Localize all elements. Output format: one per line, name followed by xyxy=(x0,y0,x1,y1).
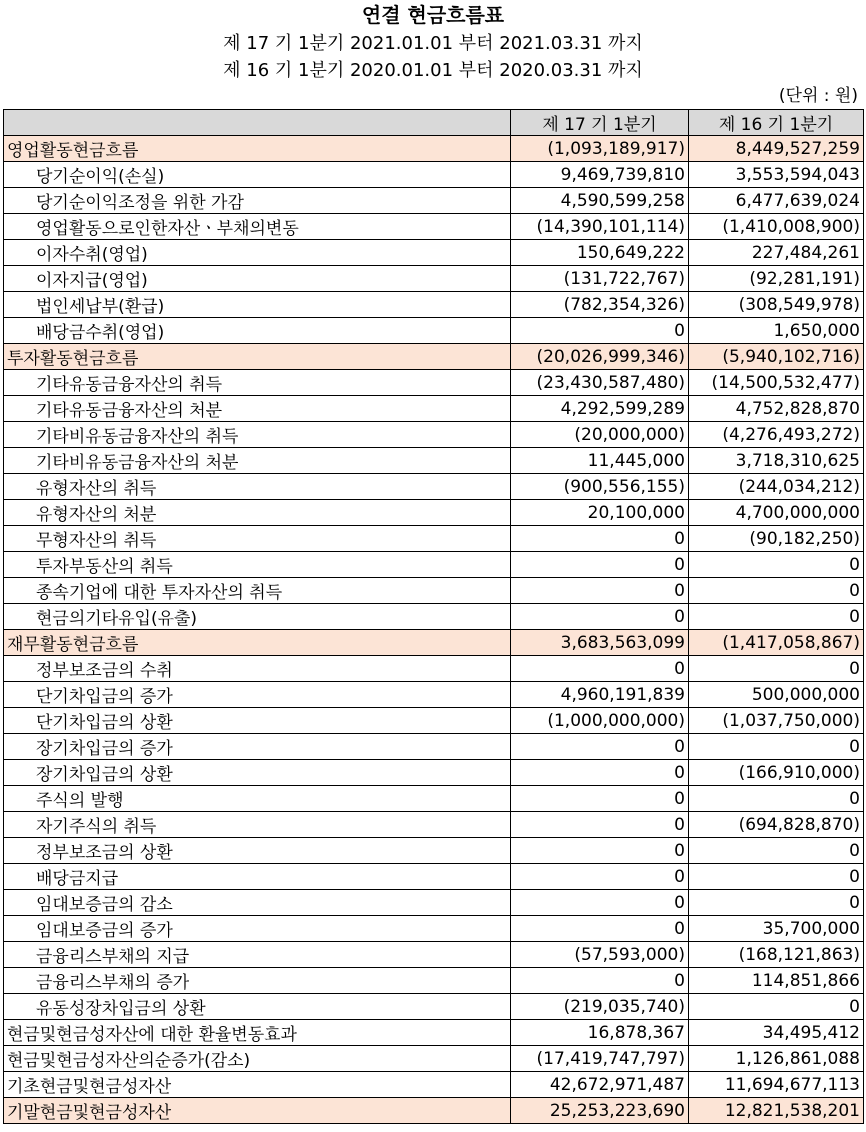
account-label: 기타비유동금융자산의 취득 xyxy=(4,422,511,448)
current-period-value: 20,100,000 xyxy=(511,500,689,526)
table-row xyxy=(4,188,864,214)
current-period-value: (131,722,767) xyxy=(511,266,689,292)
header-account xyxy=(4,110,511,136)
table-row xyxy=(4,214,864,240)
current-period-value: 11,445,000 xyxy=(511,448,689,474)
account-label: 당기순이익(손실) xyxy=(4,162,511,188)
current-period-value: 0 xyxy=(511,318,689,344)
current-period-value: 0 xyxy=(511,786,689,812)
prior-period-value: (1,410,008,900) xyxy=(689,214,864,240)
prior-period-value: 0 xyxy=(689,578,864,604)
table-body xyxy=(4,136,864,1124)
period-prior: 제 16 기 1분기 2020.01.01 부터 2020.03.31 까지 xyxy=(223,60,643,81)
period-current: 제 17 기 1분기 2021.01.01 부터 2021.03.31 까지 xyxy=(223,33,643,54)
prior-period-value: (694,828,870) xyxy=(689,812,864,838)
prior-period-value: 0 xyxy=(689,890,864,916)
table-row xyxy=(4,760,864,786)
current-period-value: 0 xyxy=(511,890,689,916)
account-label: 기타비유동금융자산의 처분 xyxy=(4,448,511,474)
table-row xyxy=(4,812,864,838)
account-label: 단기차입금의 상환 xyxy=(4,708,511,734)
account-label: 금융리스부채의 증가 xyxy=(4,968,511,994)
table-row xyxy=(4,396,864,422)
prior-period-value: 0 xyxy=(689,838,864,864)
table-row xyxy=(4,708,864,734)
account-label: 장기차입금의 상환 xyxy=(4,760,511,786)
table-row xyxy=(4,162,864,188)
prior-period-value: 8,449,527,259 xyxy=(689,136,864,162)
current-period-value: 4,590,599,258 xyxy=(511,188,689,214)
table-row xyxy=(4,786,864,812)
current-period-value: (57,593,000) xyxy=(511,942,689,968)
table-row xyxy=(4,890,864,916)
current-period-value: (20,000,000) xyxy=(511,422,689,448)
current-period-value: (1,000,000,000) xyxy=(511,708,689,734)
prior-period-value: (308,549,978) xyxy=(689,292,864,318)
table-row xyxy=(4,370,864,396)
current-period-value: (900,556,155) xyxy=(511,474,689,500)
account-label: 영업활동현금흐름 xyxy=(4,136,511,162)
prior-period-value: 12,821,538,201 xyxy=(689,1098,864,1124)
account-label: 현금및현금성자산에 대한 환율변동효과 xyxy=(4,1020,511,1046)
account-label: 정부보조금의 상환 xyxy=(4,838,511,864)
table-row xyxy=(4,448,864,474)
account-label: 배당금수취(영업) xyxy=(4,318,511,344)
table-row xyxy=(4,474,864,500)
prior-period-value: 227,484,261 xyxy=(689,240,864,266)
prior-period-value: 114,851,866 xyxy=(689,968,864,994)
account-label: 장기차입금의 증가 xyxy=(4,734,511,760)
prior-period-value: 1,650,000 xyxy=(689,318,864,344)
current-period-value: 0 xyxy=(511,812,689,838)
account-label: 당기순이익조정을 위한 가감 xyxy=(4,188,511,214)
table-row xyxy=(4,916,864,942)
table-row xyxy=(4,318,864,344)
table-row xyxy=(4,1020,864,1046)
account-label: 종속기업에 대한 투자자산의 취득 xyxy=(4,578,511,604)
account-label: 투자활동현금흐름 xyxy=(4,344,511,370)
current-period-value: 16,878,367 xyxy=(511,1020,689,1046)
account-label: 주식의 발행 xyxy=(4,786,511,812)
unit-label: (단위 : 원) xyxy=(778,86,858,106)
section-row xyxy=(4,344,864,370)
prior-period-value: 6,477,639,024 xyxy=(689,188,864,214)
table-row xyxy=(4,994,864,1020)
table-row xyxy=(4,604,864,630)
prior-period-value: (1,037,750,000) xyxy=(689,708,864,734)
current-period-value: (14,390,101,114) xyxy=(511,214,689,240)
current-period-value: 0 xyxy=(511,526,689,552)
prior-period-value: 35,700,000 xyxy=(689,916,864,942)
account-label: 유형자산의 처분 xyxy=(4,500,511,526)
current-period-value: (1,093,189,917) xyxy=(511,136,689,162)
current-period-value: 0 xyxy=(511,734,689,760)
table-row xyxy=(4,500,864,526)
prior-period-value: 0 xyxy=(689,552,864,578)
account-label: 단기차입금의 증가 xyxy=(4,682,511,708)
current-period-value: (219,035,740) xyxy=(511,994,689,1020)
current-period-value: (23,430,587,480) xyxy=(511,370,689,396)
prior-period-value: 0 xyxy=(689,994,864,1020)
current-period-value: 0 xyxy=(511,552,689,578)
prior-period-value: 0 xyxy=(689,864,864,890)
prior-period-value: (168,121,863) xyxy=(689,942,864,968)
prior-period-value: 500,000,000 xyxy=(689,682,864,708)
account-label: 배당금지급 xyxy=(4,864,511,890)
prior-period-value: 0 xyxy=(689,786,864,812)
table-row xyxy=(4,942,864,968)
table-row xyxy=(4,266,864,292)
prior-period-value: 4,752,828,870 xyxy=(689,396,864,422)
account-label: 현금및현금성자산의순증가(감소) xyxy=(4,1046,511,1072)
account-label: 자기주식의 취득 xyxy=(4,812,511,838)
cash-flow-table xyxy=(3,109,864,1124)
table-row xyxy=(4,578,864,604)
current-period-value: 3,683,563,099 xyxy=(511,630,689,656)
table-row xyxy=(4,1046,864,1072)
prior-period-value: 1,126,861,088 xyxy=(689,1046,864,1072)
current-period-value: 9,469,739,810 xyxy=(511,162,689,188)
account-label: 기말현금및현금성자산 xyxy=(4,1098,511,1124)
table-row xyxy=(4,1072,864,1098)
account-label: 투자부동산의 취득 xyxy=(4,552,511,578)
current-period-value: 0 xyxy=(511,656,689,682)
account-label: 임대보증금의 증가 xyxy=(4,916,511,942)
prior-period-value: 0 xyxy=(689,656,864,682)
header-current-period: 제 17 기 1분기 xyxy=(511,110,689,136)
table-row xyxy=(4,656,864,682)
current-period-value: 4,960,191,839 xyxy=(511,682,689,708)
statement-title: 연결 현금흐름표 xyxy=(361,3,505,27)
table-row xyxy=(4,526,864,552)
current-period-value: (17,419,747,797) xyxy=(511,1046,689,1072)
account-label: 금융리스부채의 지급 xyxy=(4,942,511,968)
account-label: 영업활동으로인한자산ㆍ부채의변동 xyxy=(4,214,511,240)
current-period-value: 0 xyxy=(511,864,689,890)
current-period-value: 0 xyxy=(511,760,689,786)
table-row xyxy=(4,552,864,578)
section-row xyxy=(4,136,864,162)
prior-period-value: 4,700,000,000 xyxy=(689,500,864,526)
prior-period-value: (5,940,102,716) xyxy=(689,344,864,370)
prior-period-value: (244,034,212) xyxy=(689,474,864,500)
current-period-value: 0 xyxy=(511,838,689,864)
current-period-value: 0 xyxy=(511,916,689,942)
prior-period-value: 34,495,412 xyxy=(689,1020,864,1046)
account-label: 임대보증금의 감소 xyxy=(4,890,511,916)
account-label: 현금의기타유입(유출) xyxy=(4,604,511,630)
prior-period-value: (166,910,000) xyxy=(689,760,864,786)
table-row xyxy=(4,734,864,760)
prior-period-value: 3,553,594,043 xyxy=(689,162,864,188)
table-row xyxy=(4,240,864,266)
current-period-value: (782,354,326) xyxy=(511,292,689,318)
total-row xyxy=(4,1098,864,1124)
account-label: 기타유동금융자산의 처분 xyxy=(4,396,511,422)
account-label: 유형자산의 취득 xyxy=(4,474,511,500)
account-label: 이자지급(영업) xyxy=(4,266,511,292)
current-period-value: 0 xyxy=(511,578,689,604)
prior-period-value: (4,276,493,272) xyxy=(689,422,864,448)
prior-period-value: (14,500,532,477) xyxy=(689,370,864,396)
prior-period-value: 0 xyxy=(689,604,864,630)
table-header-row xyxy=(4,110,864,136)
table-row xyxy=(4,422,864,448)
table-row xyxy=(4,682,864,708)
current-period-value: 25,253,223,690 xyxy=(511,1098,689,1124)
current-period-value: 4,292,599,289 xyxy=(511,396,689,422)
prior-period-value: 3,718,310,625 xyxy=(689,448,864,474)
current-period-value: 42,672,971,487 xyxy=(511,1072,689,1098)
account-label: 유동성장차입금의 상환 xyxy=(4,994,511,1020)
prior-period-value: 0 xyxy=(689,734,864,760)
account-label: 무형자산의 취득 xyxy=(4,526,511,552)
prior-period-value: 11,694,677,113 xyxy=(689,1072,864,1098)
table-row xyxy=(4,292,864,318)
account-label: 정부보조금의 수취 xyxy=(4,656,511,682)
table-row xyxy=(4,864,864,890)
account-label: 기타유동금융자산의 취득 xyxy=(4,370,511,396)
prior-period-value: (1,417,058,867) xyxy=(689,630,864,656)
account-label: 이자수취(영업) xyxy=(4,240,511,266)
account-label: 법인세납부(환급) xyxy=(4,292,511,318)
prior-period-value: (92,281,191) xyxy=(689,266,864,292)
current-period-value: 0 xyxy=(511,968,689,994)
header-prior-period: 제 16 기 1분기 xyxy=(689,110,864,136)
statement-header xyxy=(0,0,866,84)
account-label: 재무활동현금흐름 xyxy=(4,630,511,656)
current-period-value: 0 xyxy=(511,604,689,630)
table-row xyxy=(4,838,864,864)
current-period-value: (20,026,999,346) xyxy=(511,344,689,370)
table-row xyxy=(4,968,864,994)
current-period-value: 150,649,222 xyxy=(511,240,689,266)
account-label: 기초현금및현금성자산 xyxy=(4,1072,511,1098)
section-row xyxy=(4,630,864,656)
prior-period-value: (90,182,250) xyxy=(689,526,864,552)
